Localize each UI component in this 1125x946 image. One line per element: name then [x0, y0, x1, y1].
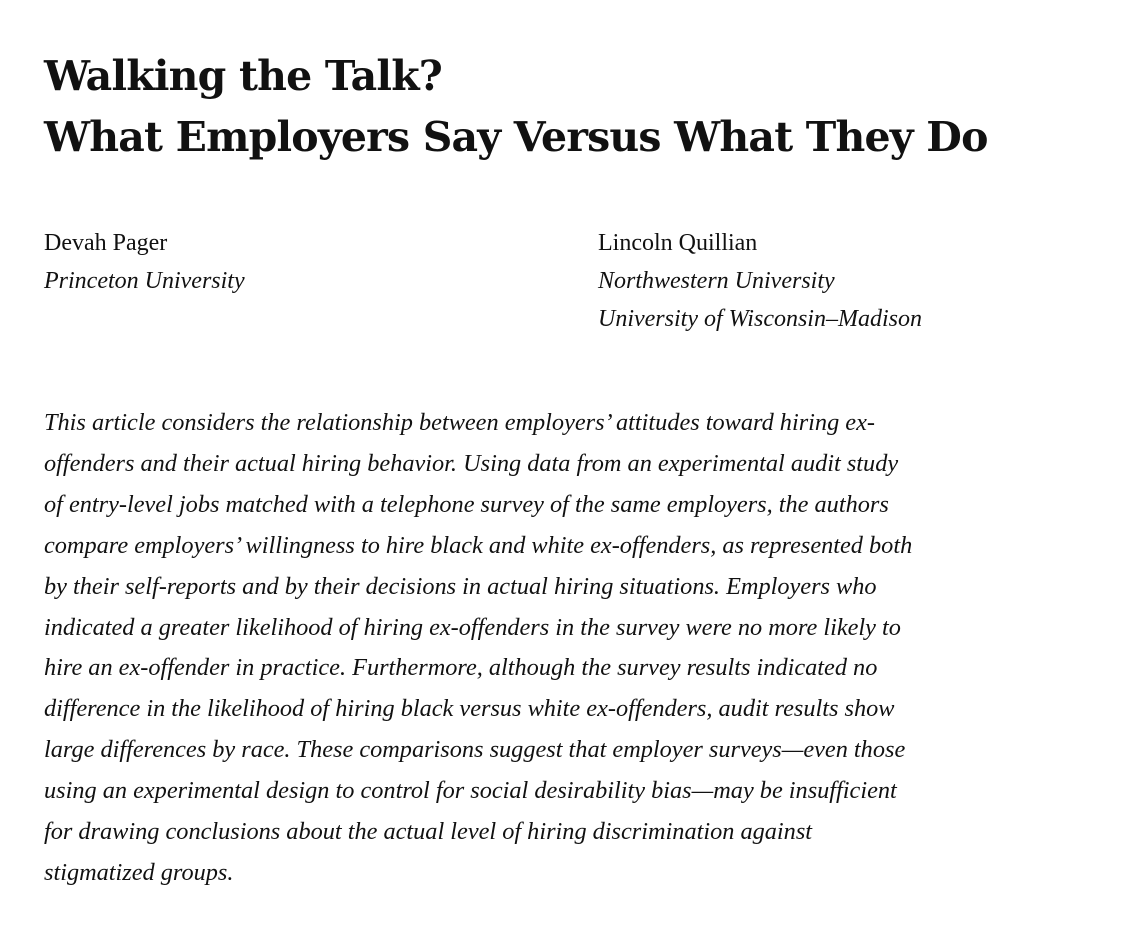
abstract-line: for drawing conclusions about the actual level of hiring discrimination against — [44, 818, 813, 846]
title-line-1: Walking the Talk? — [44, 52, 443, 100]
abstract — [44, 403, 1109, 894]
author-name: Lincoln Quillian — [598, 230, 758, 256]
author-block-2 — [598, 224, 922, 338]
abstract-line: by their self-reports and by their decisions in actual hiring situations. Employers who — [44, 572, 877, 600]
author-affiliation: Northwestern University — [598, 268, 835, 294]
abstract-line: stigmatized groups. — [44, 858, 234, 886]
title-line-2: What Employers Say Versus What They Do — [44, 113, 988, 161]
abstract-line: hire an ex-offender in practice. Furthermore, although the survey results indicated no — [44, 654, 878, 682]
abstract-line: compare employers’ willingness to hire black and white ex-offenders, as represented both — [44, 531, 913, 559]
author-name: Devah Pager — [44, 230, 168, 256]
article-title — [44, 46, 1084, 168]
author-block-1 — [44, 224, 245, 300]
abstract-line: This article considers the relationship between employers’ attitudes toward hiring ex- — [44, 409, 875, 436]
abstract-line: of entry-level jobs matched with a telephone survey of the same employers, the authors — [44, 490, 889, 518]
author-affiliation: Princeton University — [44, 268, 245, 294]
abstract-line: large differences by race. These comparisons suggest that employer surveys—even those — [44, 736, 906, 764]
abstract-line: offenders and their actual hiring behavior. Using data from an experimental audit study — [44, 449, 899, 477]
abstract-line: indicated a greater likelihood of hiring ex-offenders in the survey were no more likely to — [44, 613, 901, 641]
abstract-line: using an experimental design to control for social desirability bias—may be insufficient — [44, 777, 897, 805]
abstract-line: difference in the likelihood of hiring black versus white ex-offenders, audit results show — [44, 695, 895, 723]
author-affiliation: University of Wisconsin–Madison — [598, 306, 922, 332]
